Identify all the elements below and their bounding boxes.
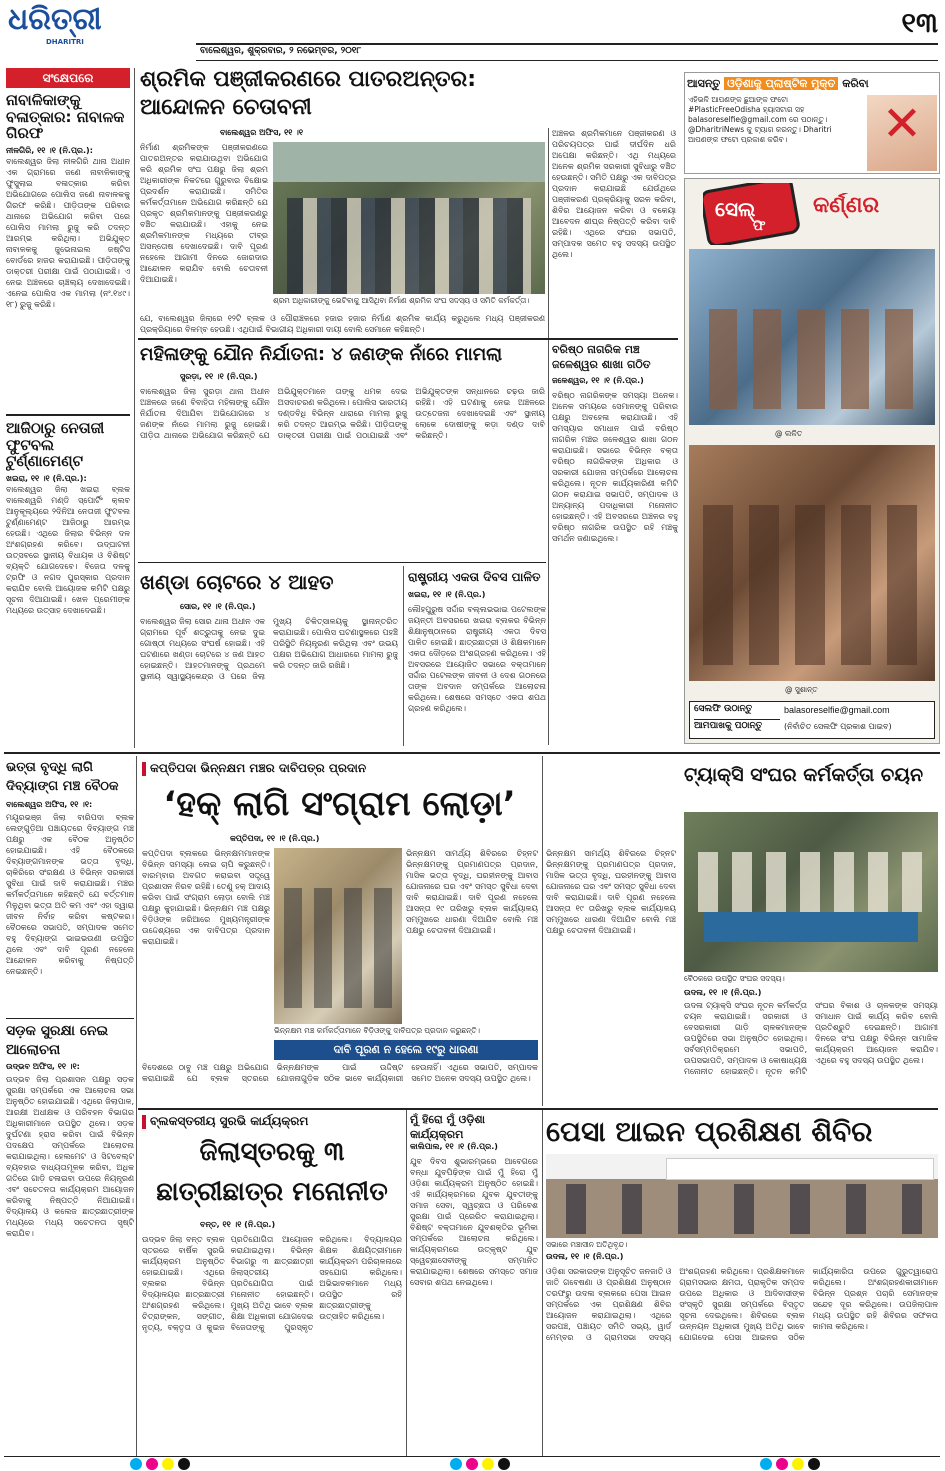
row3-surabhi-dateline: ବନ୍ତ, ୧୧ ।୧ (ନି.ପ୍ର.)	[200, 1220, 276, 1229]
ad-plastic-title	[687, 75, 887, 93]
selfie-footer-left-1: ସେଲଫି ଉଠାନ୍ତୁ	[694, 704, 780, 720]
lead-body-right: ଅଞ୍ଚଳର ଶ୍ରମିକମାନେ ପଞ୍ଜୀକରଣ ଓ ପରିଚୟପତ୍ର ପାଇଁ ଦୀର୍ଘଦିନ ଧରି ଅପେକ୍ଷା କରିଛନ୍ତି। ଏଥି ମଧ୍ୟରେ ଅନେକ ଶ୍ରମିକ ସରକାରୀ ସୁବିଧାରୁ ବଞ୍ଚିତ ହେଉଛନ୍ତି। ସମିତି ପକ୍ଷରୁ ଏକ ଦାବିପତ୍ର ପ୍ରଦାନ କରାଯାଇଛି ଯେଉଁଥିରେ ପଞ୍ଜୀକରଣ ପ୍ରକ୍ରିୟାକୁ ସରଳ କରିବା, ଶିବିର ଆୟୋଜନ କରିବା ଓ ବକେୟା ଆବେଦନ ଶୀଘ୍ର ନିଷ୍ପତ୍ତି କରିବା ଦାବି ରହିଛି। ଏଥିରେ ସଂଘର ସଭାପତି, ସମ୍ପାଦକ ସମେତ ବହୁ ସଦସ୍ୟ ଉପସ୍ଥିତ ଥିଲେ।	[552, 129, 676, 259]
ad-plastic-title-a: ଆସନ୍ତୁ	[687, 77, 725, 90]
mid-a1-dateline: ସୁରଡ଼ା, ୧୧ ।୧ (ନି.ପ୍ର.)	[180, 372, 258, 381]
selfie-footer-email: balasoreselfie@gmail.com	[784, 705, 890, 715]
row2-center-banner	[274, 1040, 538, 1060]
column-rule-row2-right	[542, 756, 543, 1106]
lead-bottom-rule	[138, 338, 678, 340]
lead-photo	[273, 142, 545, 294]
masthead	[0, 0, 945, 66]
row3-pesa-caption: ସଭାରେ ମଞ୍ଚାସୀନ ଅତିଥିବୃନ୍ଦ।	[546, 1240, 736, 1252]
row2-center-dateline: କପ୍ତିପଦା, ୧୧ ।୧ (ନି.ପ୍ର.)	[230, 834, 320, 843]
mid-a2-dateline: ଜଳେଶ୍ୱର, ୧୧ ।୧ (ନି.ପ୍ର.)	[552, 376, 644, 385]
lead-title: ଶ୍ରମିକ ପଞ୍ଜୀକରଣରେ ପାତରଅନ୍ତର: ଆନ୍ଦୋଳନ ଚେତାବନୀ	[140, 67, 477, 120]
masthead-logo: ଧରିତ୍ରୀ	[8, 2, 102, 37]
row2-right-col-a: ଭିନ୍ନକ୍ଷମ ସାମର୍ଥ୍ୟ ଶିବିରରେ ଚିହ୍ନଟ ଭିନ୍ନକ୍ଷମଙ୍କୁ ପ୍ରମାଣପତ୍ର ପ୍ରଦାନ, ମାସିକ ଭତ୍ତା ବୃଦ୍ଧି, ଘରହୀନଙ୍କୁ ଆବାସ ଯୋଜନାରେ ଘର ଏବଂ ସମସ୍ତ ସୁବିଧା ଦେବା ଦାବି କରାଯାଇଛି। ଦାବି ପୂରଣ ନହେଲେ ଆସନ୍ତା ୧୯ ତାରିଖରୁ ବ୍ଲକ କାର୍ଯ୍ୟାଳୟ ସମ୍ମୁଖରେ ଧାରଣା ଦିଆଯିବ ବୋଲି ମଞ୍ଚ ପକ୍ଷରୁ ଚେତାବନୀ ଦିଆଯାଇଛି।	[546, 849, 676, 935]
column-rule-row2-left	[136, 756, 137, 1456]
selfie-photo-1	[689, 249, 935, 425]
column-rule-lead	[548, 128, 549, 338]
row3-pesa-banner-cloth	[666, 1158, 934, 1180]
registration-mark-black-3	[808, 1458, 820, 1470]
section-header-label: ସଂକ୍ଷେପରେ	[42, 71, 94, 85]
mid-a4-dateline: ଖଇରା, ୧୧ ।୧ (ନି.ପ୍ର.)	[408, 590, 486, 599]
selfie-brand-a: ସେଲ୍	[715, 197, 756, 221]
row3-surabhi-title: ଜିଲାସ୍ତରକୁ ୩ ଛାତ୍ରୀଛାତ୍ର ମନୋନୀତ	[156, 1137, 388, 1207]
selfie-brand-c: କର୍ଣ୍ଣର	[813, 193, 880, 218]
lead-photo-crowd	[287, 198, 531, 294]
kicker-bar-icon-2	[142, 1115, 146, 1129]
row3-surabhi-kicker-text: ବ୍ଲକସ୍ତରୀୟ ସୁରଭି କାର୍ଯ୍ୟକ୍ରମ	[150, 1114, 309, 1128]
row1-bottom-rule	[4, 752, 940, 754]
selfie-photo-1-faces	[709, 309, 915, 409]
lead-photo-sky	[273, 142, 545, 182]
row3-muhiro-title: ମୁଁ ହିରୋ ମୁଁ ଓଡ଼ିଶା କାର୍ଯ୍ୟକ୍ରମ	[410, 1113, 486, 1141]
column-rule-row3-b	[542, 1110, 543, 1456]
brief-2-body: ବାଲେଶ୍ୱର ଜିଲା ଖଇରା ବ୍ଲକ ବାଲେଶ୍ୱରି ମଣ୍ଡି ସ୍ପୋର୍ଟିଂ କ୍ଲବ ଆନୁକୂଲ୍ୟରେ ୨ଦିନିଆ ନେତାଜୀ ଫୁଟବଲ ଟୁର୍ଣ୍ଣାମେଣ୍ଟ ଆଜିଠାରୁ ଆରମ୍ଭ ହେଉଛି। ଏଥିରେ ଜିଲାର ବିଭିନ୍ନ ଦଳ ଅଂଶଗ୍ରହଣ କରିବେ। ଉଦ୍‌ଘାଟନୀ ଉତ୍ସବରେ ସ୍ଥାନୀୟ ବିଧାୟକ ଓ ବିଶିଷ୍ଟ ବ୍ୟକ୍ତି ଯୋଗଦେବେ। ବିଜେତା ଦଳକୁ ଟ୍ରଫି ଓ ନଗଦ ପୁରସ୍କାର ପ୍ରଦାନ କରାଯିବ ବୋଲି ଆୟୋଜକ କମିଟି ପକ୍ଷରୁ ସୂଚନା ଦିଆଯାଇଛି। ଖେଳ ପ୍ରେମୀଙ୍କ ମଧ୍ୟରେ ଉତ୍ସାହ ଦେଖାଦେଇଛି।	[6, 484, 130, 615]
row2-right-photo-table	[704, 912, 918, 942]
brief-divider-1	[6, 414, 130, 416]
row3-pesa-body: ଓଡ଼ିଶା ସରକାରଙ୍କ ଅନୁସୂଚିତ ଜନଜାତି ଓ ଜାତି ଗବେଷଣା ଓ ପ୍ରଶିକ୍ଷଣ ଅନୁଷ୍ଠାନ ତରଫରୁ ଉଦଳା ବ୍ଲକରେ ପେସା ଆଇନ ସମ୍ପର୍କରେ ଏକ ପ୍ରଶିକ୍ଷଣ ଶିବିର ଆୟୋଜନ କରାଯାଇଥିଲା। ଏଥିରେ ସରପଞ୍ଚ, ପଞ୍ଚାୟତ ସମିତି ସଭ୍ୟ, ୱାର୍ଡ ମେମ୍ବର ଓ ଗ୍ରାମସଭା ସଦସ୍ୟ ଅଂଶଗ୍ରହଣ କରିଥିଲେ। ପ୍ରଶିକ୍ଷକମାନେ ଗ୍ରାମସଭାର କ୍ଷମତା, ପ୍ରାକୃତିକ ସମ୍ପଦ ଉପରେ ଅଧିକାର ଓ ଆଦିବାସୀଙ୍କ ସଂସ୍କୃତି ସୁରକ୍ଷା ସମ୍ପର୍କରେ ବିସ୍ତୃତ ସୂଚନା ଦେଇଥିଲେ। ଶିବିରରେ ବ୍ଲକ ଉନ୍ନୟନ ଅଧିକାରୀ ମୁଖ୍ୟ ଅତିଥି ଭାବେ ଯୋଗଦେଇ ପେସା ଆଇନର ସଠିକ କାର୍ଯ୍ୟକାରିତା ଉପରେ ଗୁରୁତ୍ୱାରୋପ କରିଥିଲେ। ଅଂଶଗ୍ରହଣକାରୀମାନେ ବିଭିନ୍ନ ପ୍ରଶ୍ନ ପଚାରି ସେମାନଙ୍କ ସନ୍ଦେହ ଦୂର କରିଥିଲେ। ଉପଜିଲାପାଳ ମଧ୍ୟ ଉପସ୍ଥିତ ରହି ଶିବିରର ସଫଳତା କାମନା କରିଥିଲେ।	[546, 1267, 938, 1342]
ad-plastic-title-b: ଓଡ଼ିଶାକୁ ପ୍ଲାଷ୍ଟିକ ମୁକ୍ତ	[724, 77, 838, 90]
row2-left-rule	[6, 1018, 134, 1019]
selfie-corner-panel	[684, 178, 940, 744]
column-rule-mid	[548, 340, 549, 745]
row2-left-dateline: ବାଲେଶ୍ୱର ଅଫିସ, ୧୧ ।୧:	[6, 800, 93, 809]
selfie-photo-2	[689, 445, 935, 681]
row3-pesa-title: ପେସା ଆଇନ ପ୍ରଶିକ୍ଷଣ ଶିବିର	[546, 1115, 873, 1148]
lead-body-left: ନିର୍ମାଣ ଶ୍ରମିକଙ୍କ ପଞ୍ଜୀକରଣରେ ପାତରଅନ୍ତର କରାଯାଉଥିବା ଅଭିଯୋଗ କରି ଶ୍ରମିକ ସଂଘ ପକ୍ଷରୁ ଜିଲା ଶ୍ରମ ଅଧିକାରୀଙ୍କ ନିକଟରେ ଗୁରୁବାର ବିକ୍ଷୋଭ ପ୍ରଦର୍ଶନ କରାଯାଇଛି। ସମିତିର କର୍ମକର୍ତ୍ତାମାନେ ଅଭିଯୋଗ କରିଛନ୍ତି ଯେ ପ୍ରକୃତ ଶ୍ରମିକମାନଙ୍କୁ ପଞ୍ଜୀକରଣରୁ ବଞ୍ଚିତ କରାଯାଉଛି। ଏହାକୁ ନେଇ ଶ୍ରମିକମାନଙ୍କ ମଧ୍ୟରେ ତୀବ୍ର ଅସନ୍ତୋଷ ଦେଖାଦେଇଛି। ଦାବି ପୂରଣ ନହେଲେ ଆଗାମୀ ଦିନରେ ଜୋରଦାର ଆନ୍ଦୋଳନ କରାଯିବ ବୋଲି ଚେତାବନୀ ଦିଆଯାଇଛି।	[140, 143, 268, 284]
row2-center-kicker-text: କପ୍ତିପଦା ଭିନ୍ନକ୍ଷମ ମଞ୍ଚର ଦାବିପତ୍ର ପ୍ରଦାନ	[150, 761, 367, 775]
section-header	[6, 68, 130, 88]
registration-mark-magenta-2	[466, 1458, 478, 1470]
column-rule-left	[134, 68, 135, 748]
column-rule-row3-a	[406, 1110, 407, 1456]
registration-mark-yellow-3	[792, 1458, 804, 1470]
row2-right-caption: ବୈଠକରେ ଉପସ୍ଥିତ ସଂଘର ସଦସ୍ୟ।	[684, 974, 938, 986]
brief-2	[6, 420, 130, 745]
registration-mark-yellow-2	[482, 1458, 494, 1470]
row2-center-photo	[274, 848, 402, 1024]
mid-a1-title: ମହିଳାଙ୍କୁ ଯୌନ ନିର୍ଯାତନା: ୪ ଜଣଙ୍କ ନାଁରେ ମାମଲା	[140, 344, 503, 365]
mid-a2-body: ବରିଷ୍ଠ ନାଗରିକଙ୍କ ସମସ୍ୟା ଅନେକ। ଅନେକ ସମୟରେ ସେମାନଙ୍କୁ ପରିବାର ପକ୍ଷରୁ ଅବହେଳା କରାଯାଉଛି। ଏହି ସମସ୍ୟାର ସମାଧାନ ପାଇଁ ବରିଷ୍ଠ ନାଗରିକ ମଞ୍ଚର ଜଳେଶ୍ୱର ଶାଖା ଗଠନ କରାଯାଇଛି। ସଭାରେ ବିଭିନ୍ନ ବକ୍ତା ବରିଷ୍ଠ ନାଗରିକଙ୍କ ଅଧିକାର ଓ ସରକାରୀ ଯୋଜନା ସମ୍ପର୍କରେ ଆଲୋଚନା କରିଥିଲେ। ନୂତନ କାର୍ଯ୍ୟକାରିଣୀ କମିଟି ଗଠନ କରାଯାଇ ସଭାପତି, ସମ୍ପାଦକ ଓ ଅନ୍ୟାନ୍ୟ ପଦାଧିକାରୀ ମନୋନୀତ ହୋଇଛନ୍ତି। ଏହି ଅବସରରେ ଅଞ୍ଚଳର ବହୁ ବରିଷ୍ଠ ନାଗରିକ ଉପସ୍ଥିତ ରହି ମଞ୍ଚକୁ ସମର୍ଥନ ଜଣାଇଥିଲେ।	[552, 391, 678, 543]
row2-right-photo-people	[698, 852, 924, 912]
ad-plastic-free	[684, 72, 940, 174]
row3-surabhi-body: ଉଦ୍ଭବ ଜିଲା ବନ୍ତ ବ୍ଲକ ସ୍ତରରେ ବାର୍ଷିକ ସୁରଭି କାର୍ଯ୍ୟକ୍ରମ ଅନୁଷ୍ଠିତ ହୋଇଯାଇଛି। ଏଥିରେ ବ୍ଲକର ବିଭିନ୍ନ ବିଦ୍ୟାଳୟର ଛାତ୍ରଛାତ୍ରୀ ଅଂଶଗ୍ରହଣ କରିଥିଲେ। ଚିତ୍ରାଙ୍କନ, ସଙ୍ଗୀତ, ନୃତ୍ୟ, ବକ୍ତୃତା ଓ କୁଇଜ ପ୍ରତିଯୋଗିତା ଆୟୋଜନ କରାଯାଇଥିଲା। ବିଭିନ୍ନ ବିଭାଗରୁ ୩ ଛାତ୍ରଛାତ୍ରୀ ଜିଲାସ୍ତରୀୟ ପ୍ରତିଯୋଗିତା ପାଇଁ ମନୋନୀତ ହୋଇଛନ୍ତି। ମୁଖ୍ୟ ଅତିଥି ଭାବେ ବ୍ଲକ ଶିକ୍ଷା ଅଧିକାରୀ ଯୋଗଦେଇ ବିଜେତାଙ୍କୁ ପୁରସ୍କୃତ କରିଥିଲେ। ବିଦ୍ୟାଳୟର ଶିକ୍ଷକ ଶିକ୍ଷୟିତ୍ରୀମାନେ କାର୍ଯ୍ୟକ୍ରମ ପରିଚାଳନାରେ ସହଯୋଗ କରିଥିଲେ। ଅଭିଭାବକମାନେ ମଧ୍ୟ ଉପସ୍ଥିତ ରହି ଛାତ୍ରଛାତ୍ରୀଙ୍କୁ ଉତ୍ସାହିତ କରିଥିଲେ।	[142, 1235, 402, 1332]
brief-1-title: ନାବାଳିକାଙ୍କୁ ବଳାତ୍କାର: ନାବାଳକ ଗିରଫ	[6, 92, 125, 142]
selfie-credit-2: @ ସୁଶାନ୍ତ	[785, 685, 818, 694]
row2-center-title: ‘ହକ୍ ଲାଗି ସଂଗ୍ରାମ ଲୋଡ଼ା’	[163, 784, 516, 824]
masthead-rule-bottom	[196, 60, 938, 61]
selfie-credit-1: @ ଲଳିତ	[775, 429, 803, 438]
selfie-brand	[703, 183, 933, 245]
registration-mark-cyan-2	[450, 1458, 462, 1470]
masthead-logo-sub: DHARITRI	[46, 38, 84, 46]
mid-a3-body: ବାଲେଶ୍ୱର ଜିଲା ସୋର ଥାନା ଅଧୀନ ଏକ ଗ୍ରାମରେ ପୂର୍ବ ଶତ୍ରୁତାକୁ ନେଇ ଦୁଇ ଗୋଷ୍ଠୀ ମଧ୍ୟରେ ସଂଘର୍ଷ ହୋଇଛି। ଏହି ଘଟଣାରେ ଖଣ୍ଡା ଚୋଟରେ ୪ ଜଣ ଆହତ ହୋଇଛନ୍ତି। ଆହତମାନଙ୍କୁ ପ୍ରଥମେ ସ୍ଥାନୀୟ ସ୍ୱାସ୍ଥ୍ୟକେନ୍ଦ୍ର ଓ ପରେ ଜିଲା ମୁଖ୍ୟ ଚିକିତ୍ସାଳୟକୁ ସ୍ଥାନାନ୍ତରିତ କରାଯାଇଛି। ପୋଲିସ ଘଟଣାସ୍ଥଳରେ ପହଞ୍ଚି ପରିସ୍ଥିତି ନିୟନ୍ତ୍ରଣ କରିଥିଲା ଏବଂ ଉଭୟ ପକ୍ଷର ଅଭିଯୋଗ ଆଧାରରେ ମାମଲା ରୁଜୁ କରି ତଦନ୍ତ ଜାରି ରଖିଛି।	[140, 617, 398, 681]
brief-2-dateline: ଖଇରା, ୧୧ ।୧ (ନି.ପ୍ର.):	[6, 473, 87, 483]
row2-bottom-rule	[138, 1108, 938, 1110]
selfie-photo-2-faces	[703, 505, 921, 665]
row2-right-photo	[684, 812, 938, 972]
row2-center-caption: ଭିନ୍ନକ୍ଷମ ମଞ୍ଚ କର୍ମକର୍ତ୍ତାମାନେ ବିଡ଼ିଓଙ୍କୁ ଦାବିପତ୍ର ପ୍ରଦାନ କରୁଛନ୍ତି।	[274, 1026, 538, 1040]
registration-mark-yellow	[162, 1458, 174, 1470]
row2-left2-body: ଉଦ୍ଭବ ଜିଲା ପ୍ରଶାସନ ପକ୍ଷରୁ ସଡ଼କ ସୁରକ୍ଷା ସମ୍ପର୍କରେ ଏକ ଆଲୋଚନା ସଭା ଅନୁଷ୍ଠିତ ହୋଇଯାଇଛି। ଏଥିରେ ଜିଲାପାଳ, ଆରକ୍ଷୀ ଅଧୀକ୍ଷକ ଓ ପରିବହନ ବିଭାଗର ଅଧିକାରୀମାନେ ଉପସ୍ଥିତ ଥିଲେ। ସଡ଼କ ଦୁର୍ଘଟଣା ହ୍ରାସ କରିବା ପାଇଁ ବିଭିନ୍ନ ପଦକ୍ଷେପ ସମ୍ପର୍କରେ ଆଲୋଚନା କରାଯାଇଥିଲା। ହେଲମେଟ ଓ ସିଟବେଲ୍ଟ ବ୍ୟବହାର ବାଧ୍ୟତାମୂଳକ କରିବା, ଅଧିକ ଗତିରେ ଗାଡ଼ି ଚଳାଇବା ଉପରେ ନିୟନ୍ତ୍ରଣ ଏବଂ ସଚେତନତା କାର୍ଯ୍ୟକ୍ରମ ଆୟୋଜନ କରିବାକୁ ନିଷ୍ପତ୍ତି ନିଆଯାଇଛି। ବିଦ୍ୟାଳୟ ଓ କଲେଜ ଛାତ୍ରଛାତ୍ରୀଙ୍କ ମଧ୍ୟରେ ମଧ୍ୟ ସଚେତନତା ସୃଷ୍ଟି କରାଯିବ।	[6, 1075, 134, 1238]
ad-plastic-hand-image	[867, 95, 937, 171]
mid-a3-title: ଖଣ୍ଡା ଚୋଟରେ ୪ ଆହତ	[140, 570, 334, 594]
selfie-footer-note: (ନିର୍ବାଚିତ ସେଲଫି ପ୍ରକାଶ ପାଇବ)	[784, 722, 892, 731]
mid-a2-title: ବରିଷ୍ଠ ନାଗରିକ ମଞ୍ଚ ଜଳେଶ୍ୱର ଶାଖା ଗଠିତ	[552, 343, 651, 371]
row2-left-body: ମୟୂରଭଞ୍ଜ ଜିଲା ବାରିପଦା ବ୍ଲକ ଲେଙ୍ଗୁଡ଼ିଆ ପଞ୍ଚାୟତରେ ଦିବ୍ୟାଙ୍ଗ ମଞ୍ଚ ପକ୍ଷରୁ ଏକ ବୈଠକ ଅନୁଷ୍ଠିତ ହୋଇଯାଇଛି। ଏହି ବୈଠକରେ ଦିବ୍ୟାଙ୍ଗମାନଙ୍କ ଭତ୍ତା ବୃଦ୍ଧି, ଚାକିରିରେ ସଂରକ୍ଷଣ ଓ ବିଭିନ୍ନ ସରକାରୀ ସୁବିଧା ପାଇଁ ଦାବି କରାଯାଇଛି। ମଞ୍ଚର କର୍ମକର୍ତ୍ତାମାନେ କହିଛନ୍ତି ଯେ ବର୍ତ୍ତମାନ ମିଳୁଥିବା ଭତ୍ତା ଅତି କମ ଏବଂ ଏହା ଦ୍ୱାରା ଜୀବନ ନିର୍ବାହ କରିବା କଷ୍ଟକର। ବୈଠକରେ ସଭାପତି, ସମ୍ପାଦକ ସମେତ ବହୁ ଦିବ୍ୟାଙ୍ଗ ଭାଇଭଉଣୀ ଉପସ୍ଥିତ ଥିଲେ ଏବଂ ଦାବି ପୂରଣ ନହେଲେ ଆନ୍ଦୋଳନ କରିବାକୁ ନିଷ୍ପତ୍ତି ନେଇଛନ୍ତି।	[6, 813, 134, 976]
masthead-dateline: ବାଲେଶ୍ୱର, ଶୁକ୍ରବାର, ୨ ନଭେମ୍ବର, ୨୦୧୮	[200, 46, 362, 56]
mid-a3-dateline: ସୋର, ୧୧ ।୧ (ନି.ପ୍ର.)	[180, 602, 256, 611]
row3-pesa-photo-people	[566, 1184, 926, 1234]
selfie-brand-b: ଫି	[753, 219, 766, 234]
row2-center-body-left: କପ୍ତିପଦା ବ୍ଲକରେ ଭିନ୍ନକ୍ଷମମାନଙ୍କ ବିଭିନ୍ନ ସମସ୍ୟା ଲେଇ ଚାପି କରୁଛନ୍ତି। ବାରମ୍ବାର ଅବଗତ କରାଇବା ସତ୍ତ୍ୱେ ପ୍ରଶାସନ ନିରବ ରହିଛି। ତେଣୁ ହକ୍ ଆଦାୟ କରିବା ପାଇଁ ସଂଗ୍ରାମ ଲୋଡ଼ା ବୋଲି ମଞ୍ଚ ପକ୍ଷରୁ କୁହାଯାଇଛି। ଭିନ୍ନକ୍ଷମ ମଞ୍ଚ ପକ୍ଷରୁ ବିଡ଼ିଓଙ୍କ ଜରିଆରେ ମୁଖ୍ୟମନ୍ତ୍ରୀଙ୍କ ଉଦ୍ଦେଶ୍ୟରେ ଏକ ଦାବିପତ୍ର ପ୍ରଦାନ କରାଯାଇଛି।	[142, 849, 270, 946]
lead-body-bottom: ଯେ, ବାଲେଶ୍ୱର ଜିଲାରେ ୧୨ଟି ବ୍ଲକ ଓ ପୌରାଞ୍ଚଳରେ ହଜାର ହଜାର ନିର୍ମାଣ ଶ୍ରମିକ କାର୍ଯ୍ୟ କରୁଥିଲେ ମଧ୍ୟ ପଞ୍ଜୀକରଣ ପ୍ରକ୍ରିୟାରେ ବିଳମ୍ବ ହେଉଛି। ଏଥିପାଇଁ ବିଭାଗୀୟ ଅଧିକାରୀ ଦାୟୀ ବୋଲି ସେମାନେ କହିଛନ୍ତି।	[140, 314, 545, 334]
registration-mark-cyan-3	[760, 1458, 772, 1470]
row2-left-title: ଭତ୍ତା ବୃଦ୍ଧି ଲାଗି ଦିବ୍ୟାଙ୍ଗ ମଞ୍ଚ ବୈଠକ	[6, 760, 119, 794]
brief-1-dateline: ନୀଳଗିରି, ୧୧ ।୧ (ନି.ପ୍ର.):	[6, 145, 93, 155]
row2-center-body-mid: ଭିନ୍ନକ୍ଷମ ସାମର୍ଥ୍ୟ ଶିବିରରେ ଚିହ୍ନଟ ଭିନ୍ନକ୍ଷମଙ୍କୁ ପ୍ରମାଣପତ୍ର ପ୍ରଦାନ, ମାସିକ ଭତ୍ତା ବୃଦ୍ଧି, ଘରହୀନଙ୍କୁ ଆବାସ ଯୋଜନାରେ ଘର ଏବଂ ସମସ୍ତ ସୁବିଧା ଦେବା ଦାବି କରାଯାଇଛି। ଦାବି ପୂରଣ ନହେଲେ ଆସନ୍ତା ୧୯ ତାରିଖରୁ ବ୍ଲକ କାର୍ଯ୍ୟାଳୟ ସମ୍ମୁଖରେ ଧାରଣା ଦିଆଯିବ ବୋଲି ମଞ୍ଚ ପକ୍ଷରୁ ଚେତାବନୀ ଦିଆଯାଇଛି।	[406, 849, 538, 935]
row2-center-banner-text: ଦାବି ପୂରଣ ନ ହେଲେ ୧୯ରୁ ଧାରଣା	[333, 1043, 479, 1056]
registration-mark-magenta-3	[776, 1458, 788, 1470]
selfie-footer	[689, 701, 935, 739]
registration-mark-black	[178, 1458, 190, 1470]
row3-muhiro-dateline: କାଲିପାଲ, ୧୧ ।୧ (ନି.ପ୍ର.)	[410, 1142, 498, 1151]
row3-muhiro-body: ଯୁବ ଦିବସ ଶୁଭାରମ୍ଭରେ ଆବେଗରେ ବନ୍ଧା ଯୁବପିଢ଼ିଙ୍କ ପାଇଁ ମୁଁ ହିରୋ ମୁଁ ଓଡ଼ିଶା କାର୍ଯ୍ୟକ୍ରମ ଅନୁଷ୍ଠିତ ହୋଇଛି। ଏହି କାର୍ଯ୍ୟକ୍ରମରେ ଯୁବକ ଯୁବତୀଙ୍କୁ ସମାଜ ସେବା, ସ୍ୱଚ୍ଛତା ଓ ପରିବେଶ ସୁରକ୍ଷା ପାଇଁ ପ୍ରେରିତ କରାଯାଇଥିଲା। ବିଶିଷ୍ଟ ବକ୍ତାମାନେ ଯୁବଶକ୍ତିର ଭୂମିକା ସମ୍ପର୍କରେ ଆଲୋଚନା କରିଥିଲେ। କାର୍ଯ୍ୟକ୍ରମରେ ଉତ୍କୃଷ୍ଟ ଯୁବ ସ୍ୱେଚ୍ଛାସେବୀଙ୍କୁ ସମ୍ମାନିତ କରାଯାଇଥିଲା। ଶେଷରେ ସମସ୍ତେ ସମାଜ ସେବାର ଶପଥ ନେଇଥିଲେ।	[410, 1157, 538, 1287]
registration-mark-magenta	[146, 1458, 158, 1470]
ad-plastic-cross-icon: ✕	[881, 99, 923, 149]
brief-2-title: ଆଜିଠାରୁ ନେତାଜୀ ଫୁଟବଲ ଟୁର୍ଣ୍ଣାମେଣ୍ଟ	[6, 420, 105, 470]
row2-left2-title: ସଡ଼କ ସୁରକ୍ଷା ନେଇ ଆଲୋଚନା	[6, 1023, 109, 1058]
ad-plastic-body: ଏହିଭଳି ଆପଣଙ୍କ ଛୁଆଙ୍କ ଫଟୋ #PlasticFreeOdisha ହ୍ୟାସଟାଗ ସହ balasoreselfie@gmail.com ରେ ପଠାନ୍ତୁ। @DharitriNews କୁ ଟ୍ୟାଗ କରନ୍ତୁ। Dharitri ଆପଣଙ୍କ ଫଟୋ ପ୍ରକାଶ କରିବ।	[688, 95, 832, 144]
row3-pesa-dateline: ଉଦଳା, ୧୧ ।୧ (ନି.ପ୍ର.)	[546, 1252, 624, 1261]
registration-mark-cyan	[130, 1458, 142, 1470]
mid-rule	[138, 562, 546, 563]
selfie-footer-left-2: ଆମପାଖକୁ ପଠାନ୍ତୁ	[694, 721, 763, 731]
page-bottom-rule	[4, 1456, 940, 1457]
column-rule-mid-2	[403, 566, 404, 746]
registration-mark-black-2	[498, 1458, 510, 1470]
lead-dateline: ବାଲେଶ୍ୱର ଅଫିସ, ୧୧ ।୧	[220, 128, 304, 137]
row3-pesa-photo	[546, 1154, 938, 1238]
kicker-bar-icon	[142, 762, 146, 776]
brief-1-body: ବାଲେଶ୍ୱର ଜିଲା ନୀଳଗିରି ଥାନା ଅଧୀନ ଏକ ଗ୍ରାମରେ ଜଣେ ନାବାଳିକାଙ୍କୁ ଫୁସୁଲାଇ ବଳାତ୍କାର କରିବା ଅଭିଯୋଗରେ ପୋଲିସ ଜଣେ ନାବାଳକକୁ ଗିରଫ କରିଛି। ପୀଡ଼ିତାଙ୍କ ପରିବାର ଥାନାରେ ଅଭିଯୋଗ କରିବା ପରେ ପୋଲିସ ମାମଲା ରୁଜୁ କରି ତଦନ୍ତ ଆରମ୍ଭ କରିଥିଲା। ଅଭିଯୁକ୍ତ ନାବାଳକକୁ ଜୁଭେନାଇଲ ଜଷ୍ଟିସ ବୋର୍ଡରେ ହାଜର କରାଯାଇଛି। ପୀଡ଼ିତାଙ୍କୁ ଡାକ୍ତରୀ ପରୀକ୍ଷା ପାଇଁ ପଠାଯାଇଛି। ଏ ନେଇ ଅଞ୍ଚଳରେ ଚାଞ୍ଚଲ୍ୟ ଦେଖାଦେଇଛି। ଏନେଇ ପୋଲିସ ଏକ ମାମଲା (ନଂ.୧୪୯।୧୮) ରୁଜୁ କରିଛି।	[6, 156, 130, 309]
mid-a4-title: ରାଷ୍ଟ୍ରୀୟ ଏକତା ଦିବସ ପାଳିତ	[408, 570, 541, 584]
row2-right-title: ଟ୍ୟାକ୍ସି ସଂଘର କର୍ମକର୍ତ୍ତା ଚୟନ	[684, 764, 924, 786]
row2-center-photo-people	[284, 888, 392, 1008]
brief-1	[6, 92, 130, 410]
row2-right-body: ଉଦଳା ଟ୍ୟାକ୍ସି ସଂଘର ନୂତନ କର୍ମକର୍ତ୍ତା ଚୟନ କରାଯାଇଛି। ସରକାରୀ ଓ ବେସରକାରୀ ଗାଡ଼ି ଚାଳକମାନଙ୍କ ଉପସ୍ଥିତିରେ ସଭା ଅନୁଷ୍ଠିତ ହୋଇଥିଲା। ସର୍ବସମ୍ମତିକ୍ରମେ ସଭାପତି, ଉପସଭାପତି, ସମ୍ପାଦକ ଓ କୋଷାଧ୍ୟକ୍ଷ ମନୋନୀତ ହୋଇଛନ୍ତି। ନୂତନ କମିଟି ସଂଘର ବିକାଶ ଓ ଚାଳକଙ୍କ ସମସ୍ୟା ସମାଧାନ ପାଇଁ କାର୍ଯ୍ୟ କରିବ ବୋଲି ପ୍ରତିଶ୍ରୁତି ଦେଇଛନ୍ତି। ଆଗାମୀ ଦିନରେ ସଂଘ ପକ୍ଷରୁ ବିଭିନ୍ନ ସାମାଜିକ କାର୍ଯ୍ୟକ୍ରମ ଆୟୋଜନ କରାଯିବ। ଏଥିରେ ବହୁ ସଦସ୍ୟ ଉପସ୍ଥିତ ଥିଲେ।	[684, 1001, 938, 1076]
mid-a1-body: ବାଲେଶ୍ୱର ଜିଲା ସୁରଡ଼ା ଥାନା ଅଧୀନ ଅଞ୍ଚଳରେ ଜଣେ ବିବାହିତା ମହିଳାଙ୍କୁ ଯୌନ ନିର୍ଯାତନା ଦିଆଯିବା ଅଭିଯୋଗରେ ୪ ଜଣଙ୍କ ନାଁରେ ମାମଲା ରୁଜୁ ହୋଇଛି। ପୀଡ଼ିତା ଥାନାରେ ଅଭିଯୋଗ କରିଛନ୍ତି ଯେ ଅଭିଯୁକ୍ତମାନେ ତାଙ୍କୁ ଧମକ ଦେଇ ଅସଦାଚରଣ କରିଥିଲେ। ପୋଲିସ ଭାରତୀୟ ଦଣ୍ଡବିଧି ବିଭିନ୍ନ ଧାରାରେ ମାମଲା ରୁଜୁ କରି ତଦନ୍ତ ଆରମ୍ଭ କରିଛି। ପୀଡ଼ିତାଙ୍କୁ ଡାକ୍ତରୀ ପରୀକ୍ଷା ପାଇଁ ପଠାଯାଇଛି ଏବଂ ଅଭିଯୁକ୍ତଙ୍କ ସନ୍ଧାନରେ ଚଢ଼ଉ ଜାରି ରହିଛି। ଏହି ଘଟଣାକୁ ନେଇ ଅଞ୍ଚଳରେ ଉତ୍ତେଜନା ଦେଖାଦେଇଛି ଏବଂ ସ୍ଥାନୀୟ ଲୋକେ ଦୋଷୀଙ୍କୁ କଡ଼ା ଦଣ୍ଡ ଦାବି କରିଛନ୍ତି।	[140, 387, 545, 440]
mid-a4-body: ଲୌହପୁରୁଷ ସର୍ଦ୍ଦାର ବଲ୍ଲଭଭାଇ ପଟେଲଙ୍କ ଜୟନ୍ତୀ ଅବସରରେ ଖଇରା ବ୍ଲକର ବିଭିନ୍ନ ଶିକ୍ଷାନୁଷ୍ଠାନରେ ରାଷ୍ଟ୍ରୀୟ ଏକତା ଦିବସ ପାଳିତ ହୋଇଛି। ଛାତ୍ରଛାତ୍ରୀ ଓ ଶିକ୍ଷକମାନେ ଏକତା ଦୌଡ଼ରେ ଅଂଶଗ୍ରହଣ କରିଥିଲେ। ଏହି ଅବସରରେ ଆୟୋଜିତ ସଭାରେ ବକ୍ତାମାନେ ସର୍ଦ୍ଦାର ପଟେଲଙ୍କ ଜୀବନୀ ଓ ଦେଶ ଗଠନରେ ତାଙ୍କ ଅବଦାନ ସମ୍ପର୍କରେ ଆଲୋଚନା କରିଥିଲେ। ଶେଷରେ ସମସ୍ତେ ଏକତା ଶପଥ ଗ୍ରହଣ କରିଥିଲେ।	[408, 605, 546, 713]
ad-plastic-title-c: କରିବା	[838, 77, 869, 90]
row2-left2-dateline: ଉଦ୍ଭବ ଅଫିସ, ୧୧ ।୧:	[6, 1062, 80, 1071]
lead-photo-caption: ଶ୍ରମ ଅଧିକାରୀଙ୍କୁ ଭେଟିବାକୁ ଆସିଥିବା ନିର୍ମାଣ ଶ୍ରମିକ ସଂଘ ସଦସ୍ୟ ଓ ସମିତି କର୍ମକର୍ତ୍ତା।	[273, 296, 545, 310]
row3-surabhi-kicker	[142, 1112, 402, 1130]
row2-right-dateline: ଉଦଳା, ୧୧ ।୧ (ନି.ପ୍ର.)	[684, 988, 762, 997]
row2-center-body-bottom: ବିଦେଶରେ ଠାବୁ ମଞ୍ଚ ପକ୍ଷରୁ ଅଭିଯୋଗ କରାଯାଇଛି ଯେ ବ୍ଲକ ସ୍ତରରେ ଭିନ୍ନକ୍ଷମଙ୍କ ପାଇଁ ଉଦ୍ଦିଷ୍ଟ ଯୋଜନାଗୁଡ଼ିକ ସଠିକ ଭାବେ କାର୍ଯ୍ୟକାରୀ ହେଉନାହିଁ। ଏଥିରେ ସଭାପତି, ସମ୍ପାଦକ ସମେତ ଅନେକ ସଦସ୍ୟ ଉପସ୍ଥିତ ଥିଲେ।	[142, 1063, 538, 1083]
masthead-page-number: ୧୩	[901, 6, 938, 39]
masthead-rule	[196, 43, 938, 45]
row2-center-kicker	[142, 758, 532, 778]
